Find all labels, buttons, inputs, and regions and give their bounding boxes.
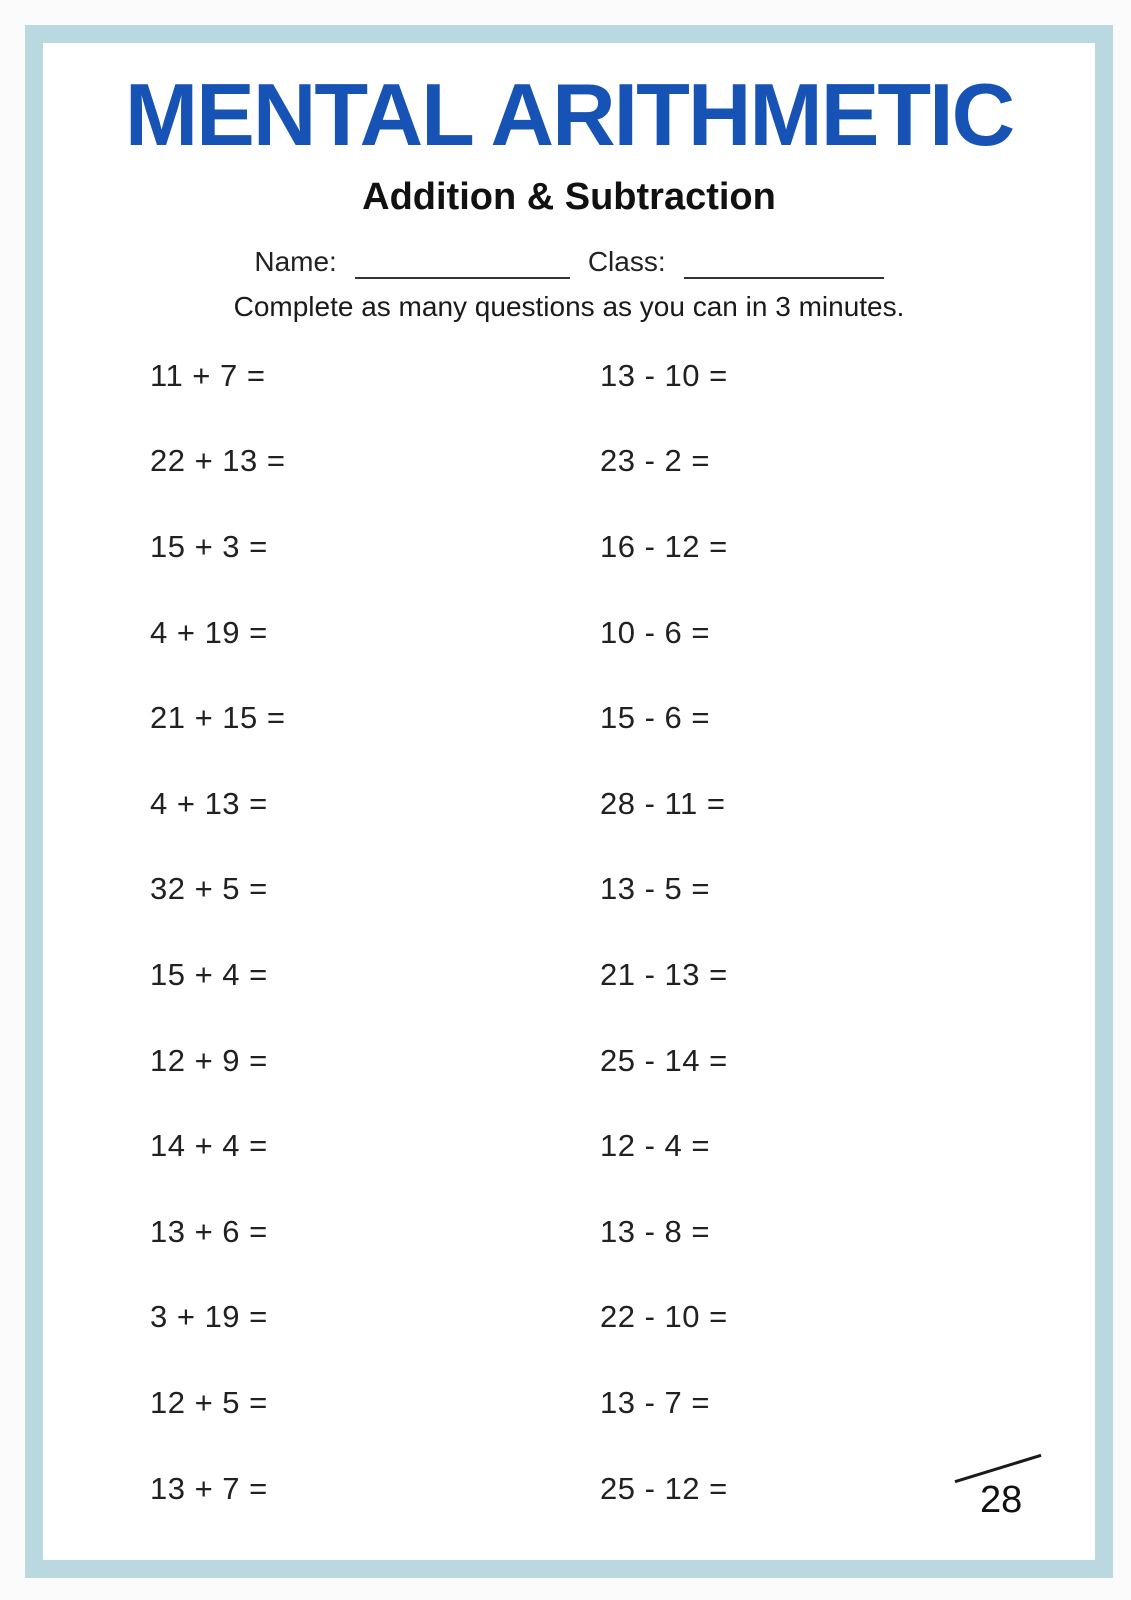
problem-row: [150, 675, 1095, 761]
page-title: MENTAL ARITHMETIC: [124, 65, 1014, 164]
problem-addition: 14 + 4 =: [150, 1128, 268, 1164]
problem-subtraction: 16 - 12 =: [600, 528, 728, 564]
problem-addition: 13 + 6 =: [150, 1213, 268, 1249]
score-total: 28: [980, 1479, 1023, 1521]
instruction-text: Complete as many questions as you can in 3 minutes.: [233, 291, 905, 322]
problem-subtraction: 25 - 12 =: [600, 1470, 728, 1506]
worksheet-border-frame: [25, 25, 1113, 1578]
problem-subtraction: 13 - 7 =: [600, 1384, 710, 1420]
problem-addition: 4 + 19 =: [150, 614, 268, 650]
problem-addition: 13 + 7 =: [150, 1470, 268, 1506]
name-class-row: [43, 243, 1095, 279]
problem-row: [150, 1018, 1095, 1104]
problem-subtraction: 13 - 10 =: [600, 357, 728, 393]
name-label: Name:: [254, 246, 337, 277]
problem-addition: 21 + 15 =: [150, 700, 286, 736]
problem-addition: 15 + 4 =: [150, 956, 268, 992]
problem-addition: 15 + 3 =: [150, 528, 268, 564]
problem-subtraction: 21 - 13 =: [600, 956, 728, 992]
problem-addition: 22 + 13 =: [150, 443, 286, 479]
problem-row: [150, 1275, 1095, 1361]
problem-addition: 32 + 5 =: [150, 871, 268, 907]
problems-grid: [150, 333, 1095, 1531]
problem-subtraction: 10 - 6 =: [600, 614, 710, 650]
problem-row: [150, 1446, 1095, 1532]
problem-subtraction: 25 - 14 =: [600, 1042, 728, 1078]
problem-subtraction: 13 - 5 =: [600, 871, 710, 907]
problem-addition: 11 + 7 =: [150, 357, 266, 393]
problem-subtraction: 23 - 2 =: [600, 443, 710, 479]
problem-addition: 12 + 5 =: [150, 1384, 268, 1420]
problem-row: [150, 761, 1095, 847]
problem-row: [150, 419, 1095, 505]
problem-row: [150, 1189, 1095, 1275]
problem-row: [150, 590, 1095, 676]
class-field[interactable]: [684, 243, 884, 279]
problem-row: [150, 847, 1095, 933]
problem-row: [150, 504, 1095, 590]
problem-addition: 3 + 19 =: [150, 1299, 268, 1335]
problem-subtraction: 15 - 6 =: [600, 700, 710, 736]
page-subtitle: Addition & Subtraction: [362, 176, 776, 218]
problem-row: [150, 932, 1095, 1018]
problem-row: [150, 1360, 1095, 1446]
name-field[interactable]: [355, 243, 570, 279]
problem-subtraction: 12 - 4 =: [600, 1128, 710, 1164]
problem-subtraction: 13 - 8 =: [600, 1213, 710, 1249]
problem-addition: 12 + 9 =: [150, 1042, 268, 1078]
problem-row: [150, 333, 1095, 419]
problem-addition: 4 + 13 =: [150, 785, 268, 821]
problem-subtraction: 28 - 11 =: [600, 785, 726, 821]
problem-row: [150, 1103, 1095, 1189]
class-label: Class:: [587, 246, 666, 277]
worksheet-page: [43, 43, 1095, 1560]
problem-subtraction: 22 - 10 =: [600, 1299, 728, 1335]
